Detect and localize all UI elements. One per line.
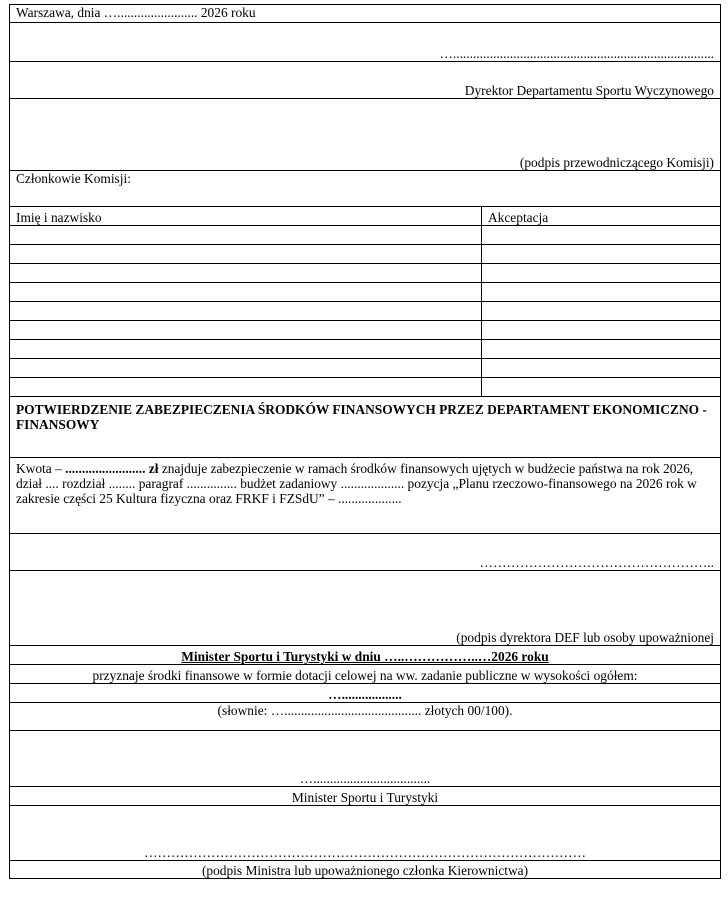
minister-dots-line: …................................... xyxy=(10,731,721,787)
committee-row xyxy=(10,378,721,397)
member-accept-cell[interactable] xyxy=(482,378,721,397)
finance-heading: POTWIERDZENIE ZABEZPIECZENIA ŚRODKÓW FINANSOWYCH PRZEZ DEPARTAMENT EKONOMICZNO - FINANSOWY xyxy=(10,397,721,458)
member-name-cell[interactable] xyxy=(10,226,482,245)
grant-amount: ….................. xyxy=(10,684,721,703)
committee-row xyxy=(10,264,721,283)
header-dots-line: ….............................................................................. xyxy=(10,23,721,62)
form-table xyxy=(9,4,721,879)
member-accept-cell[interactable] xyxy=(482,226,721,245)
committee-row xyxy=(10,302,721,321)
col-accept-header: Akceptacja xyxy=(482,207,721,226)
amount-in-words: (słownie: …......................................... złotych 00/100). xyxy=(10,703,721,731)
director-title: Dyrektor Departamentu Sportu Wyczynowego xyxy=(10,62,721,99)
member-accept-cell[interactable] xyxy=(482,340,721,359)
member-name-cell[interactable] xyxy=(10,283,482,302)
member-accept-cell[interactable] xyxy=(482,283,721,302)
col-name-header: Imię i nazwisko xyxy=(10,207,482,226)
minister-signature-dots: ……………………………………………………………………………………… xyxy=(10,806,721,861)
committee-row xyxy=(10,226,721,245)
minister-signature-label: (podpis Ministra lub upoważnionego członka Kierownictwa) xyxy=(10,861,721,879)
member-accept-cell[interactable] xyxy=(482,359,721,378)
def-signature-label: (podpis dyrektora DEF lub osoby upoważnionej xyxy=(10,571,721,646)
minister-title: Minister Sportu i Turystyki xyxy=(10,787,721,806)
kwota-text: znajduje zabezpieczenie w ramach środków finansowych ujętych w budżecie państwa na rok 2026, dział .... rozdział ........ paragraf ............... budżet zadaniowy ................... pozycja „Planu rzeczowo-finansowego na 2026 rok w zakresie części 25 Kultura fizyczna oraz FRKF i FZSdU” – ................... xyxy=(16,461,697,506)
date-line: Warszawa, dnia …........................ 2026 roku xyxy=(10,5,721,23)
member-name-cell[interactable] xyxy=(10,359,482,378)
member-name-cell[interactable] xyxy=(10,340,482,359)
finance-dots-line: …………………………………………….. xyxy=(10,534,721,571)
committee-row xyxy=(10,359,721,378)
committee-row xyxy=(10,245,721,264)
minister-heading: Minister Sportu i Turystyki w dniu …..……………..…2026 roku xyxy=(10,646,721,665)
committee-row xyxy=(10,321,721,340)
grant-text: przyznaje środki finansowe w formie dotacji celowej na ww. zadanie publiczne w wysokości ogółem: xyxy=(10,665,721,684)
member-accept-cell[interactable] xyxy=(482,245,721,264)
committee-row xyxy=(10,283,721,302)
finance-paragraph xyxy=(10,458,721,534)
member-name-cell[interactable] xyxy=(10,321,482,340)
member-accept-cell[interactable] xyxy=(482,264,721,283)
member-accept-cell[interactable] xyxy=(482,321,721,340)
kwota-value: ........................ zł xyxy=(65,461,159,476)
member-accept-cell[interactable] xyxy=(482,302,721,321)
member-name-cell[interactable] xyxy=(10,245,482,264)
chair-signature-label: (podpis przewodniczącego Komisji) xyxy=(10,99,721,171)
committee-label: Członkowie Komisji: xyxy=(10,171,721,207)
member-name-cell[interactable] xyxy=(10,378,482,397)
member-name-cell[interactable] xyxy=(10,264,482,283)
kwota-label: Kwota – xyxy=(16,461,62,476)
member-name-cell[interactable] xyxy=(10,302,482,321)
committee-row xyxy=(10,340,721,359)
